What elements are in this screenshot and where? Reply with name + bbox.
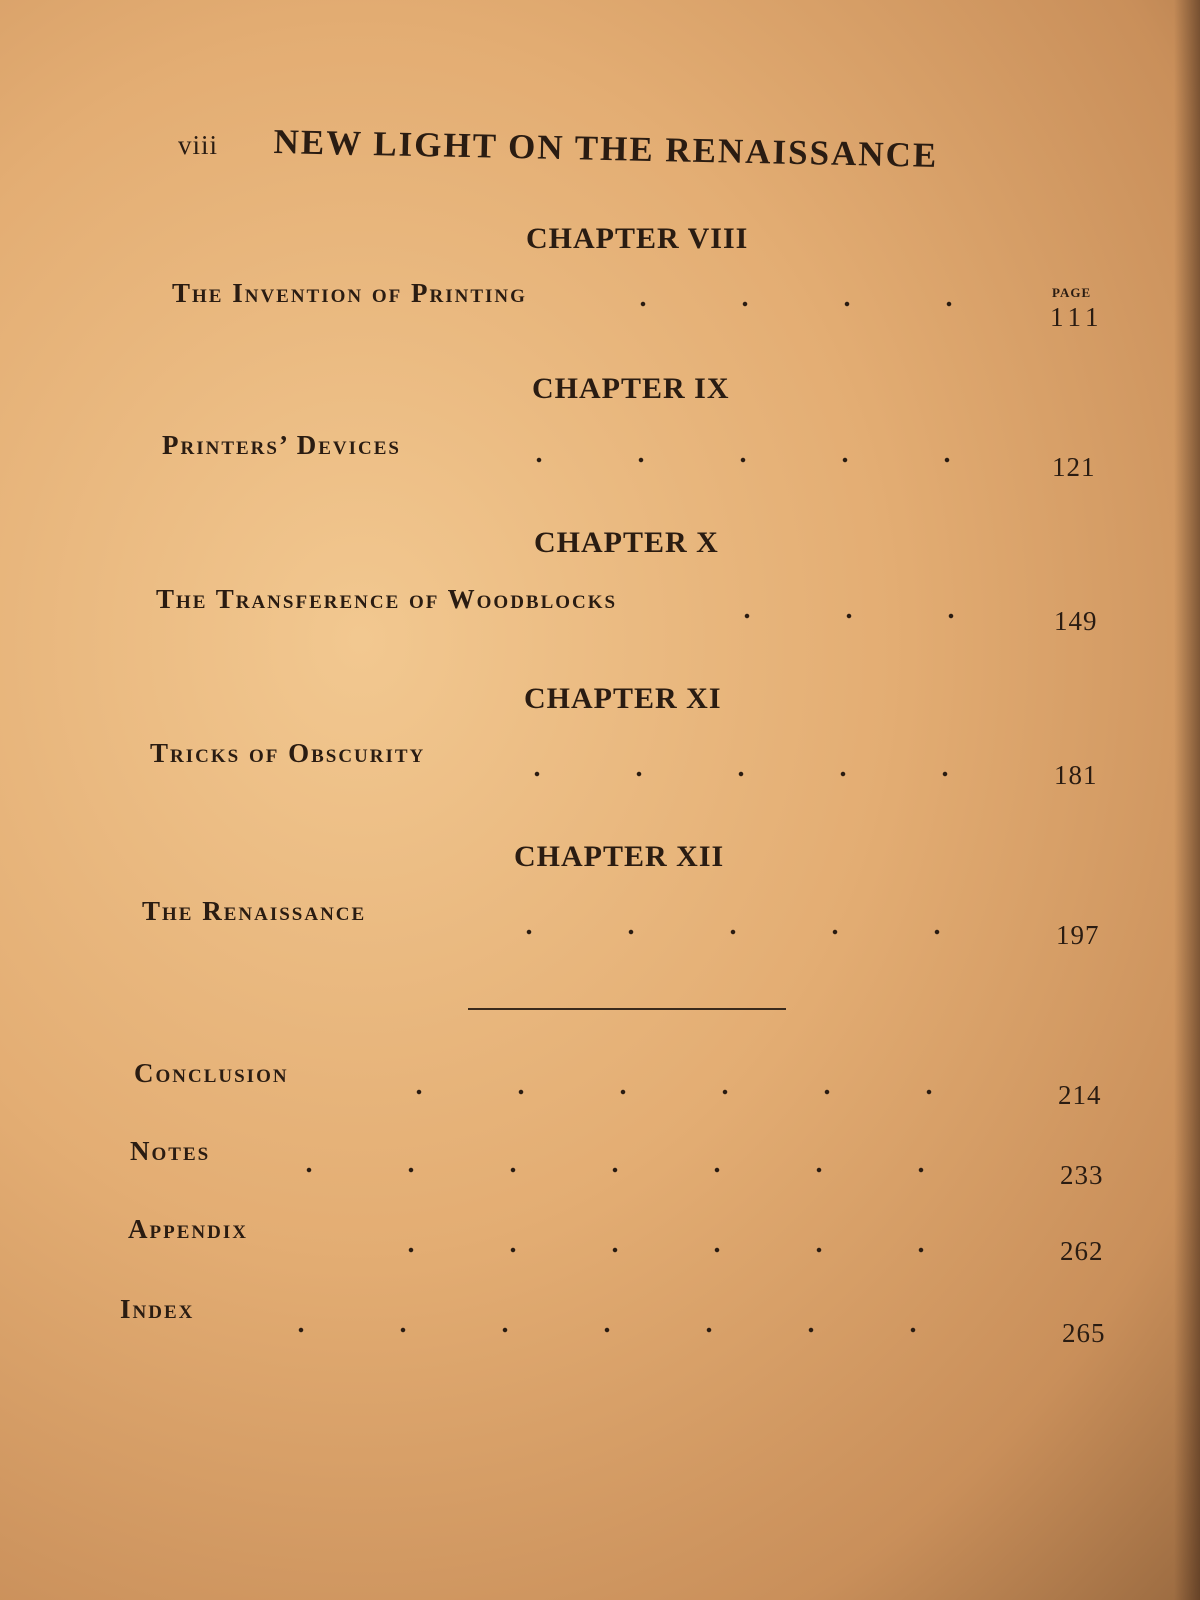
toc-page-number: 121 xyxy=(1052,452,1096,482)
toc-entry-title: Printers’ Devices xyxy=(162,430,401,460)
chapter-heading: CHAPTER X xyxy=(534,526,719,559)
toc-entry-title: The Invention of Printing xyxy=(172,278,527,308)
chapter-heading: CHAPTER XI xyxy=(524,682,722,715)
toc-entry-title: Tricks of Obscurity xyxy=(150,738,426,768)
section-divider-rule xyxy=(468,1008,786,1010)
dot-leaders xyxy=(368,1082,1012,1102)
toc-entry-title: Notes xyxy=(130,1136,211,1166)
toc-page-number: 149 xyxy=(1054,606,1098,636)
page-folio: viii xyxy=(178,130,219,160)
dot-leaders xyxy=(250,1320,1012,1340)
dot-leaders xyxy=(360,1240,1012,1260)
toc-entry-title: The Transference of Woodblocks xyxy=(156,584,618,614)
dot-leaders xyxy=(486,764,1012,784)
running-head xyxy=(178,122,1008,182)
toc-page-number: 197 xyxy=(1056,920,1100,950)
book-title: NEW LIGHT ON THE RENAISSANCE xyxy=(273,122,939,175)
dot-leaders xyxy=(258,1160,1012,1180)
toc-page-number: 214 xyxy=(1058,1080,1102,1110)
page-column-label: PAGE xyxy=(1052,285,1092,300)
dot-leaders xyxy=(488,450,1008,470)
toc-entry-title: Conclusion xyxy=(134,1058,289,1088)
toc-page-number: 111 xyxy=(1050,302,1104,332)
toc-entry-title: Index xyxy=(120,1294,195,1324)
chapter-heading: CHAPTER VIII xyxy=(526,222,749,255)
toc-page-number: 233 xyxy=(1060,1160,1104,1190)
toc-entry-title: The Renaissance xyxy=(142,896,367,926)
toc-page-number: 262 xyxy=(1060,1236,1104,1266)
dot-leaders xyxy=(478,922,1012,942)
toc-page-number: 265 xyxy=(1062,1318,1106,1348)
chapter-heading: CHAPTER XII xyxy=(514,840,725,873)
dot-leaders xyxy=(592,294,1012,314)
page-edge-shadow xyxy=(1174,0,1200,1600)
toc-entry-title: Appendix xyxy=(128,1214,248,1244)
dot-leaders xyxy=(696,606,1012,626)
toc-page-number: 181 xyxy=(1054,760,1098,790)
chapter-heading: CHAPTER IX xyxy=(532,372,730,405)
